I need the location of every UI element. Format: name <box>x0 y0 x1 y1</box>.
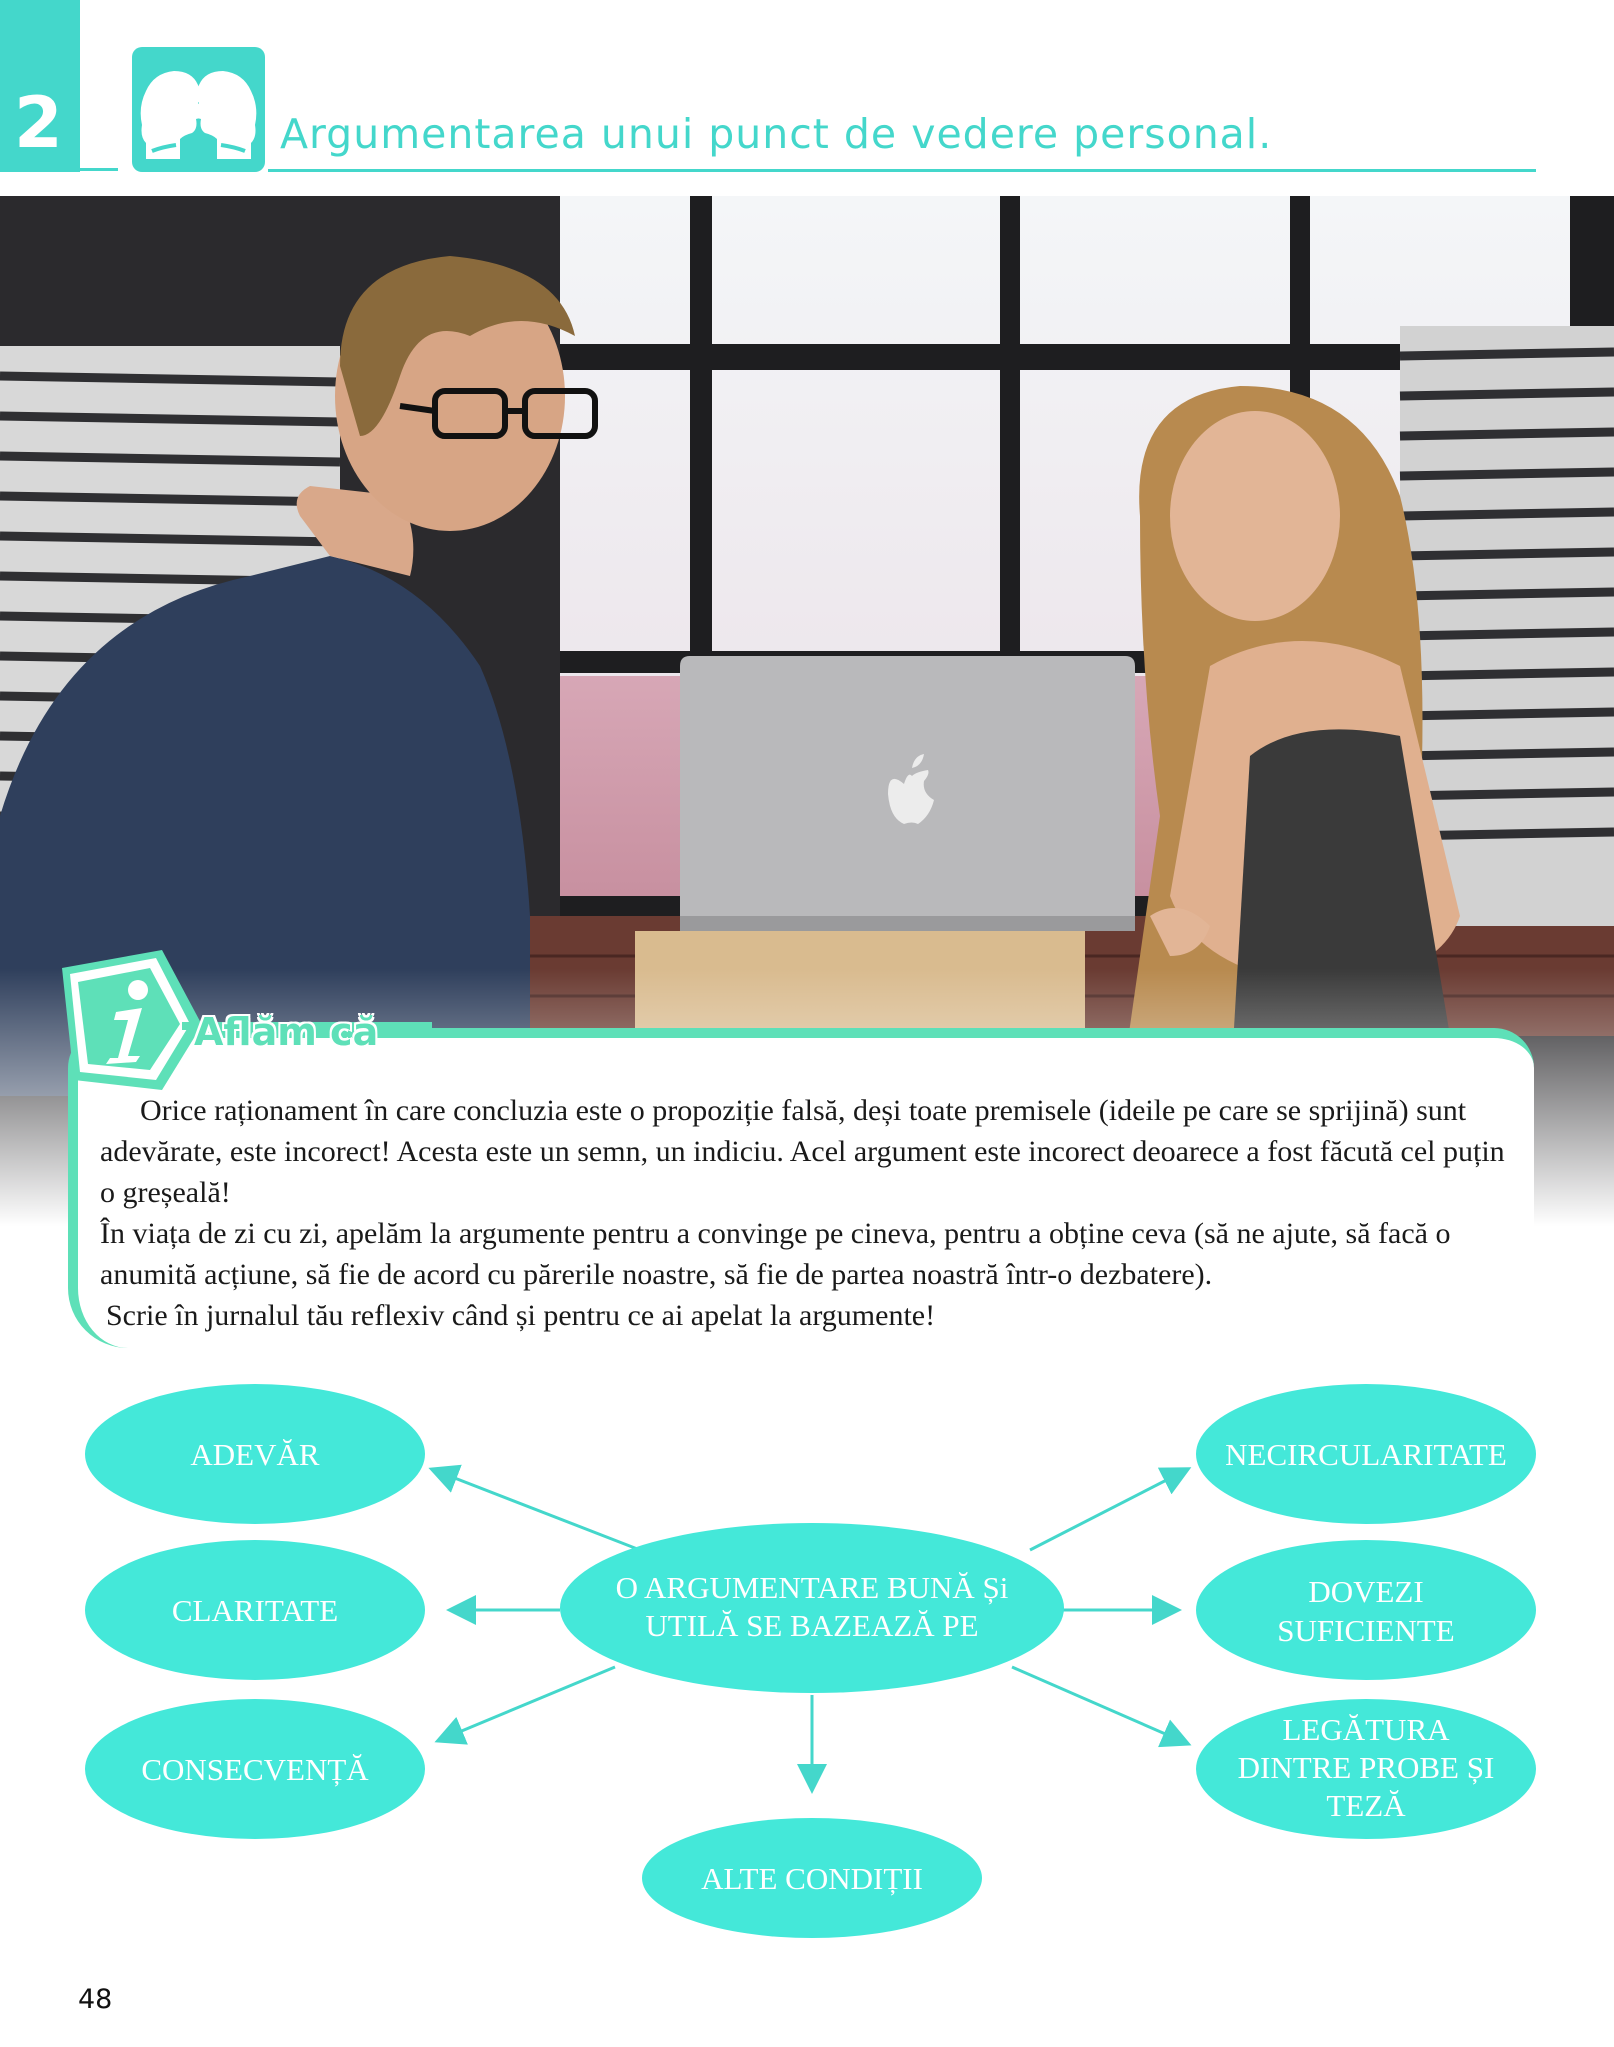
unit-tab <box>0 0 80 172</box>
page-number: 48 <box>78 1984 113 2015</box>
two-heads-icon <box>132 47 265 172</box>
node-adevar <box>85 1384 425 1524</box>
svg-text:ALTE CONDIȚII: ALTE CONDIȚII <box>701 1861 923 1896</box>
info-heading: Aflăm că <box>194 1010 379 1054</box>
svg-text:LEGĂTURA: LEGĂTURA <box>1282 1712 1450 1747</box>
node-necircularitate <box>1196 1384 1536 1524</box>
svg-text:TEZĂ: TEZĂ <box>1326 1788 1406 1823</box>
node-consecventa <box>85 1699 425 1839</box>
svg-text:CONSECVENȚĂ: CONSECVENȚĂ <box>141 1752 369 1787</box>
concept-map <box>0 1380 1614 1940</box>
info-text <box>100 1090 1520 1336</box>
svg-text:CLARITATE: CLARITATE <box>171 1593 339 1628</box>
lesson-title: Argumentarea unui punct de vedere personal. <box>280 110 1273 158</box>
title-rule <box>268 169 1536 172</box>
node-legatura <box>1196 1699 1536 1839</box>
info-paragraph-3: Scrie în jurnalul tău reflexiv când și pentru ce ai apelat la argumente! <box>106 1299 936 1332</box>
svg-text:NECIRCULARITATE: NECIRCULARITATE <box>1225 1437 1507 1472</box>
center-node-line-1: O ARGUMENTARE BUNĂ Și <box>615 1570 1009 1605</box>
svg-text:DINTRE PROBE ȘI: DINTRE PROBE ȘI <box>1237 1750 1495 1785</box>
node-alte-conditii <box>642 1818 982 1938</box>
node-claritate <box>85 1540 425 1680</box>
tab-underline <box>80 168 118 171</box>
center-node-line-2: UTILĂ SE BAZEAZĂ PE <box>645 1608 979 1643</box>
info-paragraph-1: Orice raționament în care concluzia este o propoziție falsă, deși toate premisele (ideile pe care se sprijină) sunt adevărate, este incorect! Acesta este un semn, un indiciu. Acel argument este incorect deoarece a fost făcută cel puțin o greșeală! <box>100 1094 1505 1209</box>
svg-text:SUFICIENTE: SUFICIENTE <box>1277 1613 1455 1648</box>
node-dovezi <box>1196 1540 1536 1680</box>
info-paragraph-2: În viața de zi cu zi, apelăm la argumente pentru a convinge pe cineva, pentru a obține ceva (să ne ajute, să facă o anumită acțiune, să fie de acord cu părerile noastre, să fie de partea noastră într-o dezbatere). <box>100 1217 1451 1291</box>
svg-text:DOVEZI: DOVEZI <box>1308 1574 1424 1609</box>
svg-text:ADEVĂR: ADEVĂR <box>190 1437 320 1472</box>
center-node <box>560 1523 1064 1693</box>
unit-number: 2 <box>14 82 63 164</box>
